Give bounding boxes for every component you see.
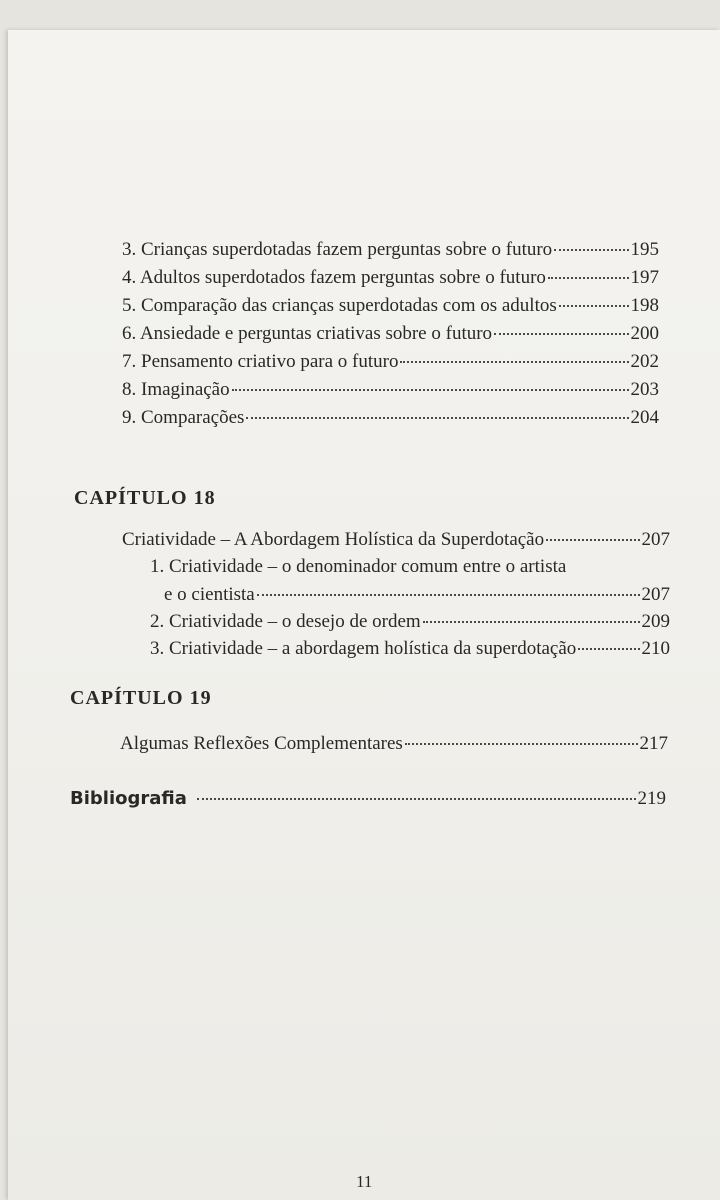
toc-entry-title: 4. Adultos superdotados fazem perguntas sobre o futuro <box>122 267 546 288</box>
dot-leader <box>554 249 628 251</box>
toc-entry <box>122 350 659 374</box>
toc-entry <box>122 238 659 262</box>
toc-entry-title: e o cientista <box>164 584 255 605</box>
dot-leader <box>494 333 628 335</box>
dot-leader <box>423 621 640 623</box>
toc-entry-page: 204 <box>630 407 659 428</box>
toc-entry-page: 217 <box>639 733 668 754</box>
toc-entry-page: 197 <box>630 267 659 288</box>
toc-entry-title: 2. Criatividade – o desejo de ordem <box>150 611 421 632</box>
bibliography-title: Bibliografia <box>70 788 187 809</box>
toc-entry <box>150 610 670 634</box>
toc-entry <box>120 732 668 756</box>
dot-leader <box>548 277 629 279</box>
dot-leader <box>546 539 639 541</box>
toc-entry <box>150 637 670 661</box>
toc-entry-page: 195 <box>630 239 659 260</box>
toc-entry-page: 202 <box>630 351 659 372</box>
toc-entry <box>164 583 670 607</box>
toc-entry-page: 209 <box>641 611 670 632</box>
toc-entry-page: 203 <box>630 379 659 400</box>
toc-entry-title: 8. Imaginação <box>122 379 230 400</box>
toc-entry <box>122 378 659 402</box>
toc-entry-title: 7. Pensamento criativo para o futuro <box>122 351 399 372</box>
toc-entry-page: 200 <box>630 323 659 344</box>
toc-entry-title: 9. Comparações <box>122 407 245 428</box>
page-number: 11 <box>356 1172 373 1191</box>
chapter-heading: CAPÍTULO 18 <box>74 487 216 509</box>
toc-entry-title: 1. Criatividade – o denominador comum entre o artista <box>150 556 567 577</box>
bibliography-page: 219 <box>637 788 666 809</box>
toc-entry-page: 207 <box>641 584 670 605</box>
bibliography-entry <box>70 787 666 811</box>
toc-entry <box>122 322 659 346</box>
chapter-heading: CAPÍTULO 19 <box>70 687 212 709</box>
toc-entry-page: 198 <box>630 295 659 316</box>
book-page <box>8 30 720 1200</box>
toc-entry <box>122 266 659 290</box>
dot-leader <box>578 648 639 650</box>
toc-entry-title: 3. Crianças superdotadas fazem perguntas sobre o futuro <box>122 239 553 260</box>
dot-leader <box>232 389 629 391</box>
dot-leader <box>246 417 628 419</box>
toc-entry <box>122 406 659 430</box>
dot-leader <box>197 798 636 800</box>
toc-entry-title: 5. Comparação das crianças superdotadas com os adultos <box>122 295 557 316</box>
toc-entry-page: 207 <box>641 529 670 550</box>
toc-entry <box>122 294 659 318</box>
toc-entry-title: 3. Criatividade – a abordagem holística da superdotação <box>150 638 577 659</box>
toc-entry-title: Criatividade – A Abordagem Holística da Superdotação <box>122 529 545 550</box>
toc-entry <box>122 528 670 552</box>
toc-entry-page: 210 <box>641 638 670 659</box>
dot-leader <box>400 361 628 363</box>
dot-leader <box>405 743 638 745</box>
toc-entry-title: Algumas Reflexões Complementares <box>120 733 403 754</box>
toc-entry-title: 6. Ansiedade e perguntas criativas sobre o futuro <box>122 323 493 344</box>
dot-leader <box>559 305 629 307</box>
dot-leader <box>257 594 640 596</box>
